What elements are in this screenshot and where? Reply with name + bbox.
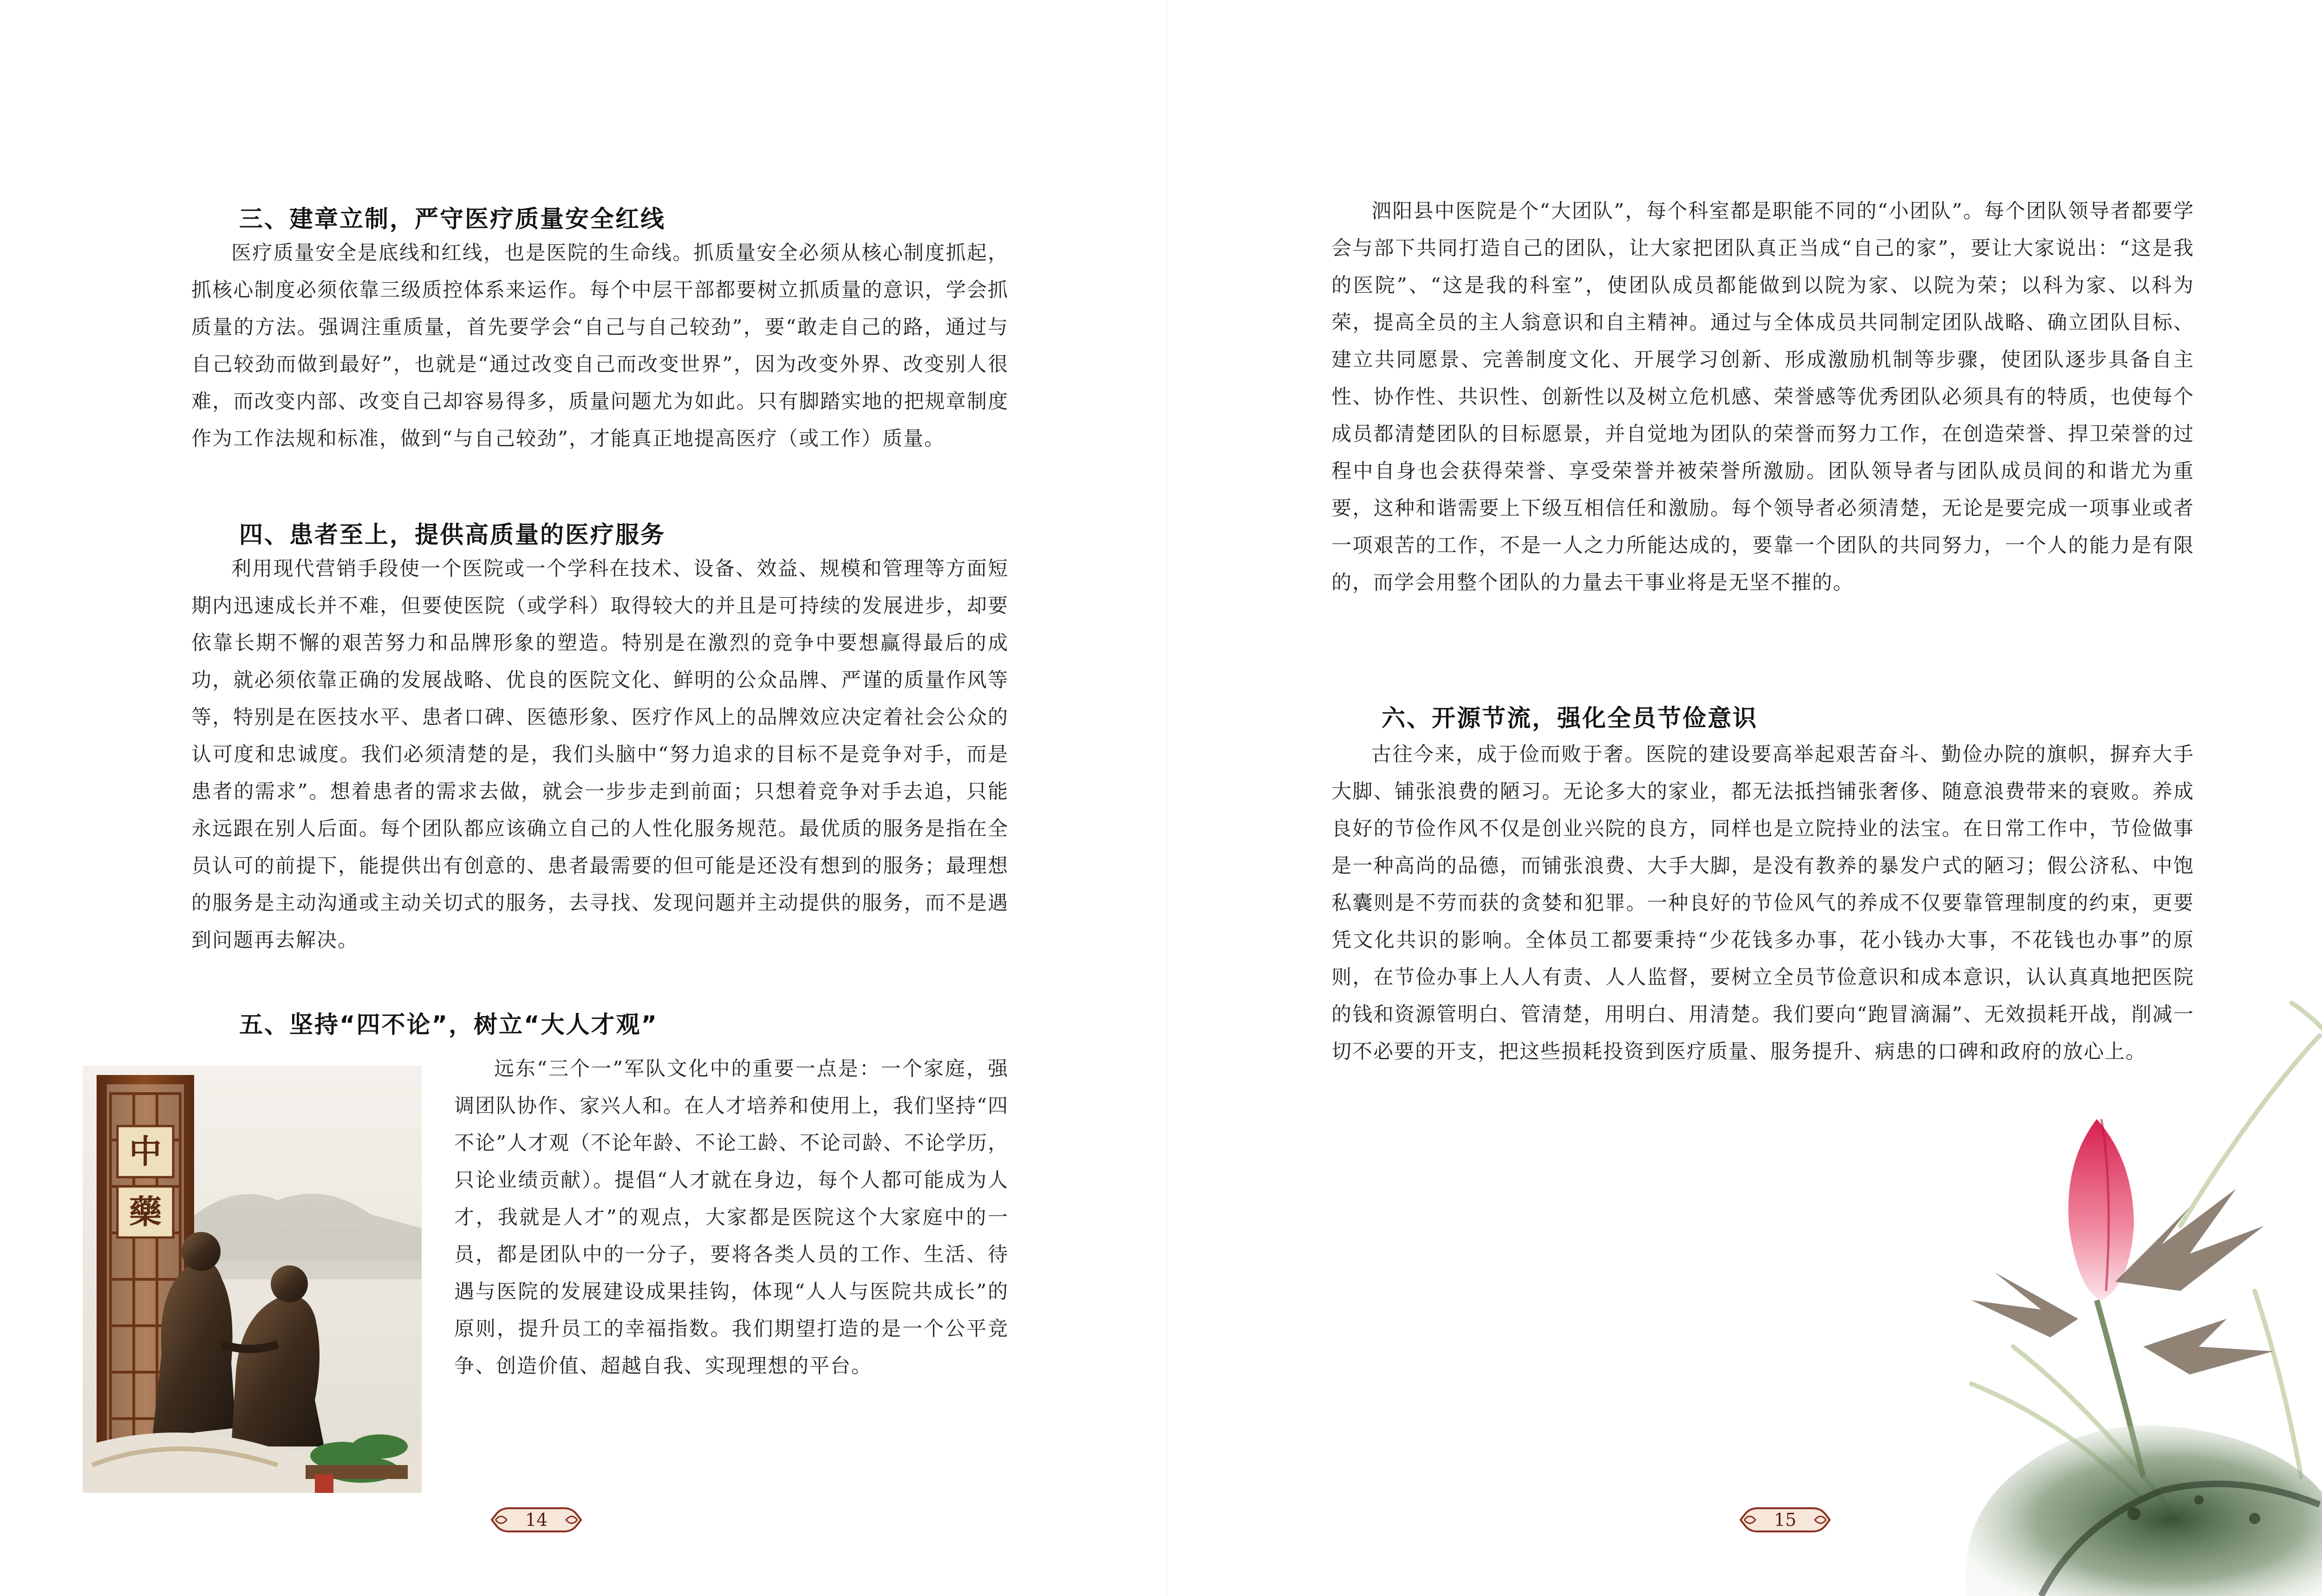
sign-char-yao: 藥 (129, 1192, 162, 1231)
section-4-body: 利用现代营销手段使一个医院或一个学科在技术、设备、效益、规模和管理等方面短期内迅速成长并不难，但要使医院（或学科）取得较大的并且是可持续的发展进步，却要依靠长期不懈的艰苦努力和品牌形象的塑造。特别是在激烈的竞争中要想赢得最后的成功，就必须依靠正确的发展战略、优良的医院文化、鲜明的公众品牌、严谨的质量作风等等，特别是在医技水平、患者口碑、医德形象、医疗作风上的品牌效应决定着社会公众的认可度和忠诚度。我们必须清楚的是，我们头脑中“努力追求的目标不是竞争对手，而是患者的需求”。想着患者的需求去做，就会一步步走到前面；只想着竞争对手去追，只能永远跟在别人后面。每个团队都应该确立自己的人性化服务规范。最优质的服务是指在全员认可的前提下，能提供出有创意的、患者最需要的但可能是还没有想到的服务；最理想的服务是主动沟通或主动关切式的服务，去寻找、发现问题并主动提供的服务，而不是遇到问题再去解决。 (191, 557, 1009, 952)
section-6-body: 古往今来，成于俭而败于奢。医院的建设要高举起艰苦奋斗、勤俭办院的旗帜，摒弃大手大脚、铺张浪费的陋习。无论多大的家业，都无法抵挡铺张奢侈、随意浪费带来的衰败。养成良好的节俭作风不仅是创业兴院的良方，同样也是立院持业的法宝。在日常工作中，节俭做事是一种高尚的品德，而铺张浪费、大手大脚，是没有教养的暴发户式的陋习；假公济私、中饱私囊则是不劳而获的贪婪和犯罪。一种良好的节俭风气的养成不仅要靠管理制度的约束，更要凭文化共识的影响。全体员工都要秉持“少花钱多办事，花小钱办大事，不花钱也办事”的原则，在节俭办事上人人有责、人人监督，要树立全员节俭意识和成本意识，认认真真地把医院的钱和资源管明白、管清楚，用明白、用清楚。我们要向“跑冒滴漏”、无效损耗开战，削减一切不必要的开支，把这些损耗投资到医疗质量、服务提升、病患的口碑和政府的放心上。 (1331, 743, 2194, 1063)
page-number-right-text: 15 (1774, 1510, 1797, 1530)
section-5-body: 远东“三个一”军队文化中的重要一点是：一个家庭，强调团队协作、家兴人和。在人才培养和使用上，我们坚持“四不论”人才观（不论年龄、不论工龄、不论司龄、不论学历，只论业绩贡献）。提倡“人才就在身边，每个人都可能成为人才，我就是人才”的观点，大家都是医院这个大家庭中的一员，都是团队中的一分子，要将各类人员的工作、生活、待遇与医院的发展建设成果挂钩，体现“人人与医院共成长”的原则，提升员工的幸福指数。我们期望打造的是一个公平竞争、创造价值、超越自我、实现理想的平台。 (454, 1057, 1009, 1378)
section-4-heading: 四、患者至上，提供高质量的医疗服务 (239, 521, 666, 549)
page-number-left (490, 1505, 583, 1535)
right-page (1168, 0, 2322, 1596)
sign-char-zhong: 中 (129, 1132, 162, 1171)
lotus-painting (1902, 966, 2322, 1596)
page-number-left-text: 14 (525, 1510, 548, 1530)
page-number-right (1739, 1505, 1832, 1535)
section-3-body: 医疗质量安全是底线和红线，也是医院的生命线。抓质量安全必须从核心制度抓起，抓核心制度必须依靠三级质控体系来运作。每个中层干部都要树立抓质量的意识，学会抓质量的方法。强调注重质量，首先要学会“自己与自己较劲”，要“敢走自己的路，通过与自己较劲而做到最好”，也就是“通过改变自己而改变世界”，因为改变外界、改变别人很难，而改变内部、改变自己却容易得多，质量问题尤为如此。只有脚踏实地的把规章制度作为工作法规和标准，做到“与自己较劲”，才能真正地提高医疗（或工作）质量。 (191, 241, 1009, 450)
section-5-heading: 五、坚持“四不论”，树立“大人才观” (239, 1011, 659, 1039)
section-3-heading: 三、建章立制，严守医疗质量安全红线 (239, 206, 666, 233)
section-6-heading: 六、开源节流，强化全员节俭意识 (1382, 705, 1758, 732)
team-intro-body: 泗阳县中医院是个“大团队”，每个科室都是职能不同的“小团队”。每个团队领导者都要学会与部下共同打造自己的团队，让大家把团队真正当成“自己的家”，要让大家说出：“这是我的医院”、“这是我的科室”，使团队成员都能做到以院为家、以院为荣；以科为家、以科为荣，提高全员的主人翁意识和自主精神。通过与全体成员共同制定团队战略、确立团队目标、建立共同愿景、完善制度文化、开展学习创新、形成激励机制等步骤，使团队逐步具备自主性、协作性、共识性、创新性以及树立危机感、荣誉感等优秀团队必须具有的特质，也使每个成员都清楚团队的目标愿景，并自觉地为团队的荣誉而努力工作，在创造荣誉、捍卫荣誉的过程中自身也会获得荣誉、享受荣誉并被荣誉所激励。团队领导者与团队成员间的和谐尤为重要，这种和谐需要上下级互相信任和激励。每个领导者必须清楚，无论是要完成一项事业或者一项艰苦的工作，不是一人之力所能达成的，要靠一个团队的共同努力，一个人的能力是有限的，而学会用整个团队的力量去干事业将是无坚不摧的。 (1331, 200, 2194, 594)
